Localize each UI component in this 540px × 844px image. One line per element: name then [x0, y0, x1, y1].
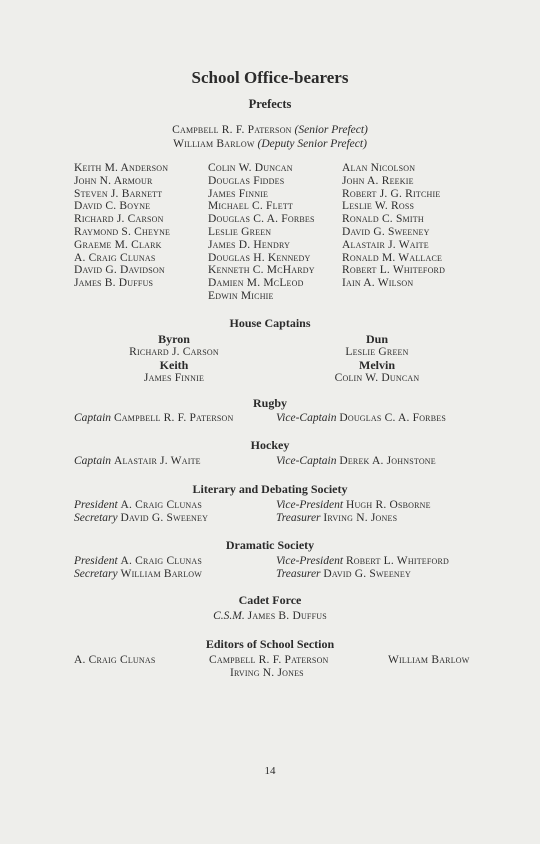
- literary-secretary-name: David G. Sweeney: [120, 512, 209, 524]
- literary-president-label: President: [74, 499, 118, 511]
- list-item: David C. Boyne: [74, 200, 151, 213]
- list-item: Leslie Green: [208, 225, 272, 238]
- literary-president-name: A. Craig Clunas: [120, 499, 203, 511]
- senior-prefect-role: (Senior Prefect): [294, 124, 368, 136]
- house-keith-captain: James Finnie: [143, 372, 205, 384]
- list-item: Leslie W. Ross: [342, 200, 415, 213]
- list-item: Iain A. Wilson: [342, 277, 414, 290]
- list-item: A. Craig Clunas: [74, 251, 156, 264]
- list-item: Douglas Fiddes: [208, 174, 285, 187]
- literary-treasurer-name: Irving N. Jones: [323, 512, 398, 524]
- list-item: David G. Davidson: [74, 264, 165, 277]
- literary-secretary-line: [74, 512, 208, 524]
- rugby-vice-name: Douglas C. A. Forbes: [339, 412, 446, 424]
- cadet-csm-label: C.S.M.: [213, 610, 245, 622]
- literary-treasurer-line: [276, 512, 397, 524]
- literary-vice-label: Vice-President: [276, 499, 344, 511]
- deputy-prefect-role: (Deputy Senior Prefect): [257, 138, 367, 150]
- list-item: Keith M. Anderson: [74, 162, 169, 174]
- list-item: Douglas C. A. Forbes: [208, 213, 315, 226]
- list-item: Douglas H. Kennedy: [208, 251, 311, 264]
- list-item: Damien M. McLeod: [208, 277, 304, 290]
- prefects-column-1: [74, 162, 170, 290]
- literary-treasurer-label: Treasurer: [276, 512, 321, 524]
- editors-heading: Editors of School Section: [205, 637, 335, 651]
- dramatic-heading: Dramatic Society: [225, 538, 315, 552]
- list-item: John N. Armour: [74, 174, 153, 187]
- literary-secretary-label: Secretary: [74, 512, 118, 524]
- rugby-vice-line: [276, 412, 446, 424]
- house-dun: Dun: [365, 332, 388, 346]
- list-item: James B. Duffus: [74, 277, 154, 290]
- list-item: David G. Sweeney: [342, 225, 430, 238]
- rugby-heading: Rugby: [252, 396, 287, 410]
- dramatic-secretary-name: William Barlow: [120, 568, 203, 580]
- list-item: Michael C. Flett: [208, 200, 293, 213]
- house-byron-captain: Richard J. Carson: [129, 346, 219, 358]
- rugby-vice-label: Vice-Captain: [276, 412, 337, 424]
- literary-heading: Literary and Debating Society: [192, 482, 348, 496]
- dramatic-vice-name: Robert L. Whiteford: [345, 555, 450, 567]
- prefects-heading: Prefects: [248, 97, 292, 111]
- editor-middle-1: Campbell R. F. Paterson: [209, 654, 329, 666]
- house-keith: Keith: [159, 358, 189, 372]
- list-item: Edwin Michie: [208, 289, 274, 302]
- list-item: John A. Reekie: [342, 174, 414, 187]
- house-melvin-captain: Colin W. Duncan: [334, 372, 420, 384]
- list-item: Colin W. Duncan: [208, 162, 293, 174]
- list-item: Richard J. Carson: [74, 213, 164, 226]
- list-item: Ronald M. Wallace: [342, 251, 443, 264]
- editor-left: A. Craig Clunas: [74, 654, 156, 666]
- list-item: Graeme M. Clark: [74, 238, 162, 251]
- rugby-captain-name: Campbell R. F. Paterson: [113, 412, 234, 424]
- dramatic-secretary-line: [74, 568, 202, 580]
- dramatic-treasurer-name: David G. Sweeney: [323, 568, 411, 580]
- list-item: Alan Nicolson: [342, 162, 416, 174]
- list-item: Robert J. G. Ritchie: [342, 187, 441, 200]
- literary-vice-name: Hugh R. Osborne: [345, 499, 431, 511]
- senior-prefect-line: [0, 124, 540, 136]
- dramatic-president-name: A. Craig Clunas: [120, 555, 203, 567]
- house-byron: Byron: [158, 332, 190, 346]
- literary-president-line: [74, 499, 202, 511]
- page-title: School Office-bearers: [191, 68, 349, 87]
- page-number: 14: [264, 765, 276, 777]
- rugby-captain-line: [74, 412, 233, 424]
- list-item: Alastair J. Waite: [342, 238, 429, 251]
- list-item: Kenneth C. McHardy: [208, 264, 315, 277]
- editor-middle-2: Irving N. Jones: [230, 667, 304, 679]
- deputy-prefect-line: [0, 138, 540, 150]
- dramatic-treasurer-line: [276, 568, 411, 580]
- house-melvin: Melvin: [359, 358, 395, 372]
- list-item: James Finnie: [208, 187, 269, 200]
- prefects-column-2: [208, 162, 315, 303]
- list-item: Steven J. Barnett: [74, 187, 163, 200]
- list-item: Raymond S. Cheyne: [74, 225, 171, 238]
- cadet-csm-line: [0, 610, 540, 622]
- senior-prefect-name: Campbell R. F. Paterson: [172, 124, 292, 136]
- deputy-prefect-name: William Barlow: [173, 138, 255, 150]
- list-item: Robert L. Whiteford: [342, 264, 446, 277]
- prefects-column-3: [342, 162, 445, 290]
- cadet-heading: Cadet Force: [238, 593, 302, 607]
- hockey-captain-line: [74, 455, 201, 467]
- hockey-captain-name: Alastair J. Waite: [113, 455, 201, 467]
- hockey-captain-label: Captain: [74, 455, 112, 467]
- hockey-vice-line: [276, 455, 436, 467]
- dramatic-treasurer-label: Treasurer: [276, 568, 321, 580]
- dramatic-vice-label: Vice-President: [276, 555, 344, 567]
- list-item: James D. Hendry: [208, 238, 291, 251]
- hockey-heading: Hockey: [250, 438, 290, 452]
- hockey-vice-label: Vice-Captain: [276, 455, 337, 467]
- dramatic-president-line: [74, 555, 202, 567]
- editor-right: William Barlow: [388, 654, 470, 666]
- list-item: Ronald C. Smith: [342, 213, 424, 226]
- house-captains-heading: House Captains: [229, 316, 311, 330]
- hockey-vice-name: Derek A. Johnstone: [339, 455, 436, 467]
- dramatic-secretary-label: Secretary: [74, 568, 118, 580]
- house-dun-captain: Leslie Green: [345, 346, 409, 358]
- rugby-captain-label: Captain: [74, 412, 112, 424]
- dramatic-vice-line: [276, 555, 449, 567]
- cadet-csm-name: James B. Duffus: [247, 610, 327, 622]
- literary-vice-line: [276, 499, 431, 511]
- dramatic-president-label: President: [74, 555, 118, 567]
